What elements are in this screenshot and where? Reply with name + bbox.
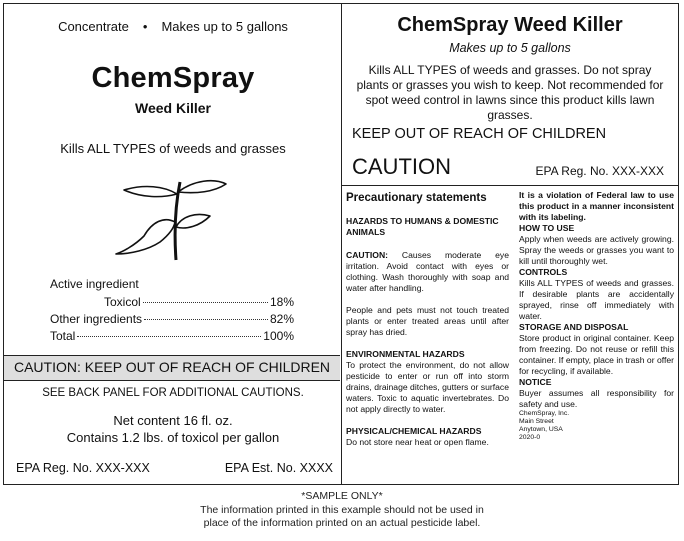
- hazards-humans-heading: HAZARDS TO HUMANS & DOMESTIC ANIMALS: [346, 216, 499, 237]
- company-line: ChemSpray, Inc.: [519, 410, 570, 417]
- ingredient-row: [50, 295, 294, 309]
- caution-signal-word: CAUTION: [352, 154, 451, 179]
- notice-text: Buyer assumes all responsibility for safety and use.: [519, 388, 674, 409]
- keep-out-warning: KEEP OUT OF REACH OF CHILDREN: [352, 126, 607, 142]
- company-address: [519, 410, 674, 442]
- active-ingredient-heading: Active ingredient: [50, 277, 139, 291]
- epa-est-number: EPA Est. No. XXXX: [224, 461, 333, 475]
- caution-band: CAUTION: KEEP OUT OF REACH OF CHILDREN: [4, 355, 340, 381]
- directions-column: [519, 190, 674, 442]
- caution-text: Causes moderate eye irritation. Avoid contact with eyes or clothing. Wash thoroughly with soap and water after handling.: [346, 250, 509, 293]
- physical-chemical-paragraph: Do not store near heat or open flame.: [346, 437, 489, 447]
- ingredient-value: 18%: [269, 295, 294, 309]
- sample-disclaimer: [0, 490, 684, 531]
- back-kills-statement: Kills ALL TYPES of weeds and grasses. Do not spray plants or grasses you wish to keep. Not recommended for spot weed control in lawns since this product kills lawn grasses.: [356, 63, 664, 122]
- ingredient-row: [50, 329, 294, 343]
- notice-heading: NOTICE: [519, 377, 552, 387]
- ingredient-label: Toxicol: [104, 295, 141, 309]
- back-makes: Makes up to 5 gallons: [449, 41, 571, 55]
- how-to-use-heading: HOW TO USE: [519, 223, 575, 233]
- precautionary-title: Precautionary statements: [346, 192, 487, 204]
- contains-line: Contains 1.2 lbs. of toxicol per gallon: [66, 430, 280, 445]
- caution-paragraph: [346, 250, 509, 294]
- pesticide-label: [3, 3, 679, 485]
- back-epa-reg: EPA Reg. No. XXX-XXX: [535, 164, 664, 178]
- sample-only: *SAMPLE ONLY*: [301, 490, 383, 502]
- storage-heading: STORAGE AND DISPOSAL: [519, 322, 629, 332]
- back-panel-note: SEE BACK PANEL FOR ADDITIONAL CAUTIONS.: [42, 387, 304, 399]
- ingredient-label: Other ingredients: [50, 312, 143, 326]
- caution-label: CAUTION:: [346, 250, 389, 260]
- disclaimer-line: The information printed in this example should not be used in: [200, 503, 484, 516]
- dot-leader: [143, 302, 268, 303]
- concentrate-line: [4, 19, 342, 34]
- kills-statement: Kills ALL TYPES of weeds and grasses: [60, 141, 286, 156]
- net-content: Net content 16 fl. oz.: [113, 413, 233, 428]
- how-to-use-text: Apply when weeds are actively growing. Spray the weeds or grasses you want to kill until thoroughly wet.: [519, 234, 674, 266]
- back-title: ChemSpray Weed Killer: [397, 14, 623, 36]
- company-line: 2020-0: [519, 434, 541, 441]
- concentrate-text: Concentrate: [58, 19, 129, 34]
- brand-name: ChemSpray: [91, 62, 255, 94]
- company-line: Main Street: [519, 418, 554, 425]
- epa-reg-number: EPA Reg. No. XXX-XXX: [16, 461, 150, 475]
- dot-leader: [144, 319, 268, 320]
- ingredient-row: [50, 312, 294, 326]
- bullet: •: [142, 19, 148, 34]
- dot-leader: [77, 336, 261, 337]
- front-panel: [4, 4, 342, 484]
- divider: [342, 185, 678, 186]
- federal-law-statement: It is a violation of Federal law to use this product in a manner inconsistent with its labeling.: [519, 190, 674, 222]
- controls-text: Kills ALL TYPES of weeds and grasses. If desirable plants are accidentally sprayed, rinse off immediately with water.: [519, 278, 674, 321]
- disclaimer-line: place of the information printed on an actual pesticide label.: [203, 517, 481, 529]
- ingredient-value: 82%: [269, 312, 294, 326]
- physical-chemical-heading: PHYSICAL/CHEMICAL HAZARDS: [346, 426, 482, 436]
- product-name: Weed Killer: [135, 100, 211, 116]
- ingredient-label: Total: [50, 329, 76, 343]
- back-panel: [342, 4, 678, 484]
- environmental-heading: ENVIRONMENTAL HAZARDS: [346, 349, 465, 359]
- controls-heading: CONTROLS: [519, 267, 568, 277]
- company-line: Anytown, USA: [519, 426, 563, 433]
- storage-text: Store product in original container. Keep from freezing. Do not reuse or refill this container. If empty, place in trash or offer for recycling, if available.: [519, 333, 674, 376]
- makes-text: Makes up to 5 gallons: [161, 19, 288, 34]
- plant-icon: [114, 172, 234, 262]
- precautionary-column: [346, 190, 509, 448]
- net-content-block: [4, 412, 342, 446]
- people-pets-paragraph: People and pets must not touch treated plants or enter treated areas until after spray has dried.: [346, 305, 509, 337]
- environmental-paragraph: To protect the environment, do not allow pesticide to enter or run off into storm drains, drainage ditches, gutters or surface waters. Toxic to aquatic invertebrates. Do not apply directly to water.: [346, 360, 509, 414]
- ingredient-value: 100%: [263, 329, 294, 343]
